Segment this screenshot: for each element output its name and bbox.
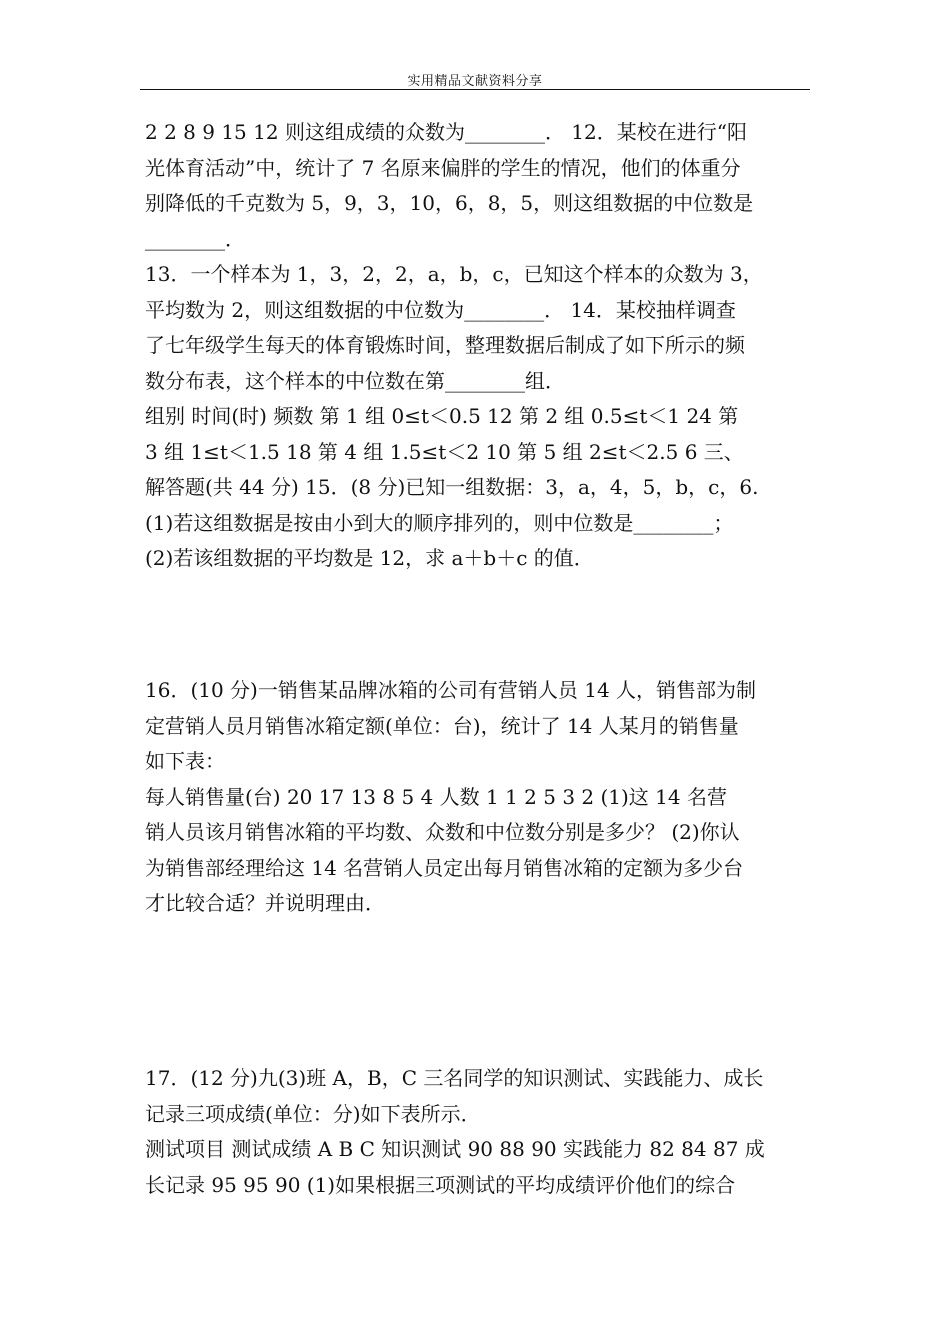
text-line: 测试项目 测试成绩 A B C 知识测试 90 88 90 实践能力 82 84 87 成	[145, 1137, 765, 1161]
text-line: 13．一个样本为 1，3，2，2，a，b，c，已知这个样本的众数为 3，	[145, 262, 763, 286]
text-block-question-17	[145, 1061, 810, 1203]
text-line: (1)若这组数据是按由小到大的顺序排列的，则中位数是________；	[145, 510, 734, 535]
text-line: 17．(12 分)九(3)班 A，B，C 三名同学的知识测试、实践能力、成长	[145, 1066, 764, 1090]
text-line: 销人员该月销售冰箱的平均数、众数和中位数分别是多少？ (2)你认	[145, 820, 740, 844]
text-line: 记录三项成绩(单位：分)如下表所示．	[145, 1101, 481, 1126]
text-line: (2)若该组数据的平均数是 12，求 a＋b＋c 的值．	[145, 546, 594, 570]
text-line: 长记录 95 95 90 (1)如果根据三项测试的平均成绩评价他们的综合	[145, 1172, 736, 1197]
text-line: 别降低的千克数为 5，9，3，10，6，8，5，则这组数据的中位数是	[145, 191, 754, 215]
header-divider	[140, 89, 810, 90]
text-line: 平均数为 2，则这组数据的中位数为________． 14．某校抽样调查	[145, 297, 736, 322]
text-line: 才比较合适？并说明理由．	[145, 891, 385, 915]
text-line: 为销售部经理给这 14 名营销人员定出每月销售冰箱的定额为多少台	[145, 855, 744, 880]
text-block-questions-12-15	[145, 115, 810, 577]
text-line: 组别 时间(时) 频数 第 1 组 0≤t＜0.5 12 第 2 组 0.5≤t＜1 24 第	[145, 404, 739, 428]
text-line: 2 2 8 9 15 12 则这组成绩的众数为________． 12．某校在进行“阳	[145, 120, 747, 144]
text-line: 3 组 1≤t＜1.5 18 第 4 组 1.5≤t＜2 10 第 5 组 2≤t＜2.5 6 三、	[145, 439, 744, 464]
text-line: 解答题(共 44 分) 15．(8 分)已知一组数据：3，a，4，5，b，c，6.	[145, 475, 759, 499]
text-block-question-16	[145, 673, 810, 922]
text-line: ________．	[145, 226, 245, 251]
text-line: 数分布表，这个样本的中位数在第________组．	[145, 368, 565, 393]
text-line: 如下表：	[145, 749, 225, 773]
text-line: 了七年级学生每天的体育锻炼时间，整理数据后制成了如下所示的频	[145, 333, 745, 357]
text-line: 光体育活动”中，统计了 7 名原来偏胖的学生的情况，他们的体重分	[145, 155, 741, 180]
page-header: 实用精品文献资料分享	[407, 74, 543, 89]
text-line: 每人销售量(台) 20 17 13 8 5 4 人数 1 1 2 5 3 2 (1)这 14 名营	[145, 784, 727, 809]
text-line: 定营销人员月销售冰箱定额(单位：台)，统计了 14 人某月的销售量	[145, 713, 739, 738]
text-line: 16．(10 分)一销售某品牌冰箱的公司有营销人员 14 人，销售部为制	[145, 678, 757, 702]
